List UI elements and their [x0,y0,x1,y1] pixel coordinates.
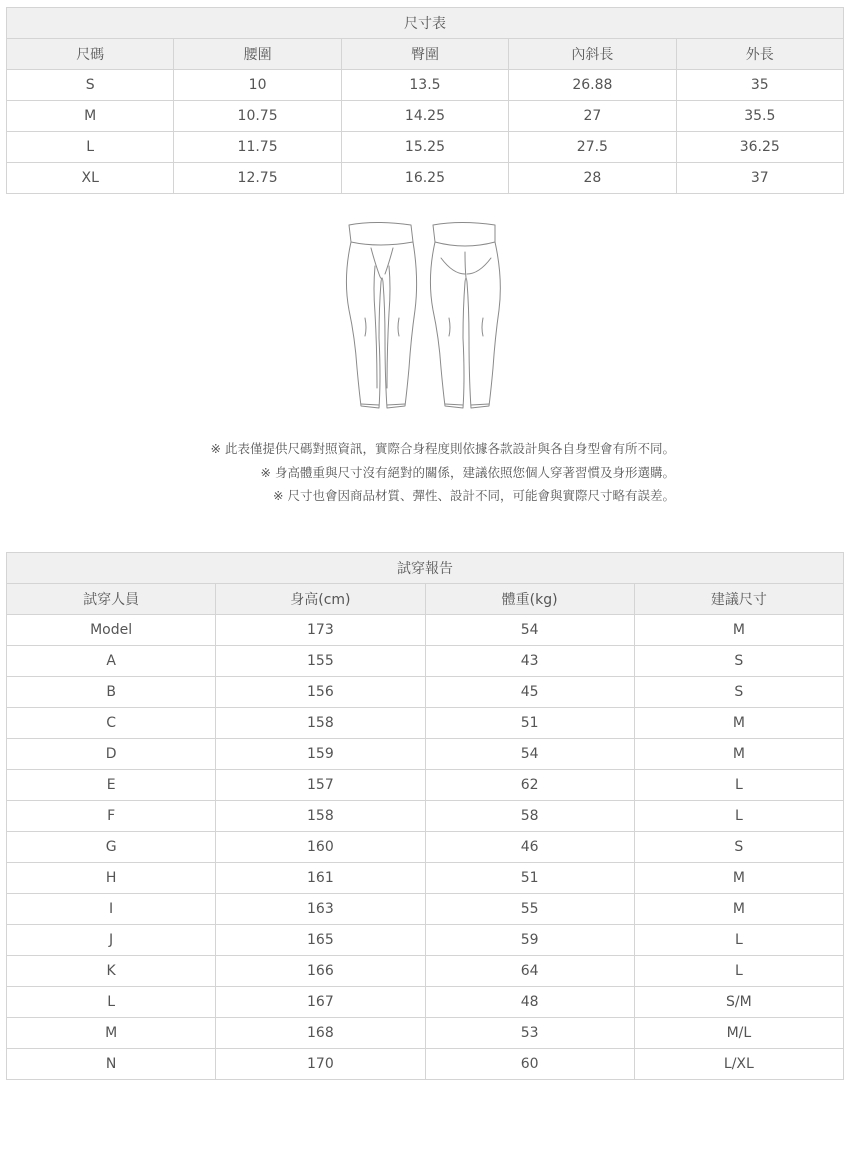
table-row [7,677,844,708]
fit-report-header: 試穿人員 [7,584,216,615]
leggings-front-icon [346,223,416,409]
table-cell: J [7,925,216,956]
table-row [7,163,844,194]
table-cell: 37 [676,163,843,194]
table-cell: E [7,770,216,801]
table-cell: M/L [634,1018,843,1049]
table-cell: A [7,646,216,677]
table-cell: S [7,70,174,101]
table-cell: 35.5 [676,101,843,132]
table-cell: 51 [425,708,634,739]
table-cell: 62 [425,770,634,801]
table-cell: M [634,739,843,770]
table-cell: Model [7,615,216,646]
table-cell: S/M [634,987,843,1018]
table-cell: 64 [425,956,634,987]
table-cell: 158 [216,801,425,832]
table-cell: 59 [425,925,634,956]
table-cell: 159 [216,739,425,770]
table-cell: N [7,1049,216,1080]
table-cell: 161 [216,863,425,894]
table-row [7,708,844,739]
size-chart-title: 尺寸表 [7,8,844,39]
table-row [7,1018,844,1049]
table-row [7,615,844,646]
table-cell: 48 [425,987,634,1018]
table-cell: 163 [216,894,425,925]
table-cell: 54 [425,739,634,770]
note-line: ※ 尺寸也會因商品材質、彈性、設計不同，可能會與實際尺寸略有誤差。 [273,488,675,503]
table-row [7,646,844,677]
table-cell: L [634,770,843,801]
table-cell: 160 [216,832,425,863]
size-chart-table [6,7,844,194]
fit-report-header: 建議尺寸 [634,584,843,615]
table-cell: 10.75 [174,101,341,132]
table-cell: C [7,708,216,739]
table-cell: 156 [216,677,425,708]
table-cell: 155 [216,646,425,677]
table-cell: 170 [216,1049,425,1080]
table-row [7,132,844,163]
table-cell: L [7,987,216,1018]
table-cell: 173 [216,615,425,646]
table-cell: 15.25 [341,132,508,163]
table-cell: 166 [216,956,425,987]
table-cell: M [634,615,843,646]
table-cell: 35 [676,70,843,101]
table-cell: L [634,801,843,832]
table-cell: B [7,677,216,708]
table-cell: 58 [425,801,634,832]
table-cell: 26.88 [509,70,676,101]
note-line: ※ 此表僅提供尺碼對照資訊，實際合身程度則依據各款設計與各自身型會有所不同。 [210,441,675,456]
table-cell: 27.5 [509,132,676,163]
fit-report-title: 試穿報告 [7,553,844,584]
table-row [7,925,844,956]
table-row [7,801,844,832]
table-cell: 28 [509,163,676,194]
table-cell: 10 [174,70,341,101]
table-cell: M [634,894,843,925]
leggings-back-icon [430,223,500,409]
table-cell: 54 [425,615,634,646]
table-cell: 157 [216,770,425,801]
table-cell: 165 [216,925,425,956]
table-cell: 14.25 [341,101,508,132]
table-cell: 51 [425,863,634,894]
table-cell: M [634,863,843,894]
table-cell: 27 [509,101,676,132]
fit-report-header: 體重(kg) [425,584,634,615]
table-row [7,987,844,1018]
table-cell: 53 [425,1018,634,1049]
size-notes [0,437,675,508]
note-line: ※ 身高體重與尺寸沒有絕對的關係，建議依照您個人穿著習慣及身形選購。 [260,464,675,480]
size-chart-header: 內斜長 [509,39,676,70]
table-cell: M [7,1018,216,1049]
table-row [7,770,844,801]
table-cell: L [634,925,843,956]
table-cell: S [634,646,843,677]
table-row [7,832,844,863]
table-cell: K [7,956,216,987]
table-row [7,956,844,987]
table-cell: 43 [425,646,634,677]
table-cell: G [7,832,216,863]
table-cell: 55 [425,894,634,925]
table-cell: 16.25 [341,163,508,194]
fit-report-table [6,552,844,1080]
table-cell: 36.25 [676,132,843,163]
table-cell: S [634,677,843,708]
table-cell: S [634,832,843,863]
table-row [7,739,844,770]
table-cell: 13.5 [341,70,508,101]
table-cell: XL [7,163,174,194]
table-row [7,70,844,101]
table-cell: L/XL [634,1049,843,1080]
table-cell: 168 [216,1018,425,1049]
table-cell: 11.75 [174,132,341,163]
table-row [7,894,844,925]
table-cell: 158 [216,708,425,739]
table-cell: 46 [425,832,634,863]
table-cell: I [7,894,216,925]
table-cell: F [7,801,216,832]
size-chart-header: 尺碼 [7,39,174,70]
size-chart-header: 腰圍 [174,39,341,70]
table-cell: 167 [216,987,425,1018]
table-row [7,863,844,894]
table-cell: M [634,708,843,739]
size-chart-header: 臀圍 [341,39,508,70]
table-cell: 45 [425,677,634,708]
table-cell: H [7,863,216,894]
table-cell: 12.75 [174,163,341,194]
fit-report-header: 身高(cm) [216,584,425,615]
table-cell: L [634,956,843,987]
table-cell: D [7,739,216,770]
table-row [7,101,844,132]
table-cell: 60 [425,1049,634,1080]
leggings-front-back-illustration-icon [335,218,515,413]
size-chart-header: 外長 [676,39,843,70]
table-cell: M [7,101,174,132]
table-cell: L [7,132,174,163]
table-row [7,1049,844,1080]
